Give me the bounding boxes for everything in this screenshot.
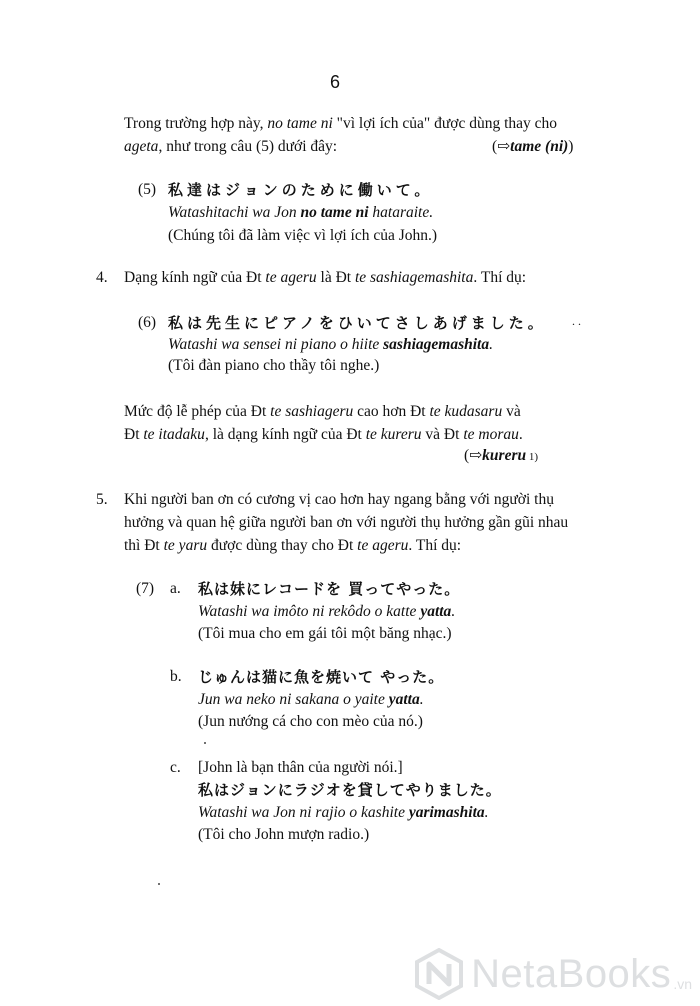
romaji-highlight: yatta (420, 603, 452, 620)
intro-line-1 (124, 114, 557, 134)
item-text: là Đt (316, 269, 355, 286)
term: te kudasaru (429, 403, 503, 420)
paren: ( (464, 447, 470, 464)
romaji-highlight: sashiagemashita (383, 336, 490, 353)
item-text: . Thí dụ: (473, 269, 527, 286)
watermark-tld: .vn (673, 976, 692, 992)
item-text: . Thí dụ: (408, 537, 462, 554)
example-7b-romaji (198, 690, 424, 710)
para-text: và Đt (421, 426, 464, 443)
ref-index: 1) (526, 451, 539, 463)
term: te kureru (365, 426, 422, 443)
cross-reference-tame-ni (492, 137, 573, 157)
item-5-line-1: Khi người ban ơn có cương vị cao hơn hay ngang bằng với người thụ (124, 491, 554, 508)
example-7a-translation: (Tôi mua cho em gái tôi một băng nhạc.) (198, 625, 452, 642)
example-7a-romaji (198, 602, 455, 622)
term: te sashiageru (270, 403, 354, 420)
romaji-text: . (489, 336, 493, 353)
romaji-text: Watashi wa imôto ni rekôdo o katte (198, 603, 421, 620)
example-7b-label: b. (170, 668, 182, 685)
para-text: , là dạng kính ngữ của Đt (204, 426, 366, 443)
ref-term: tame (ni) (510, 138, 569, 155)
arrow-right-icon: ⇨ (497, 138, 511, 155)
item-text: Dạng kính ngữ của Đt (124, 269, 266, 286)
term: te itadaku (143, 426, 205, 443)
example-6-number: (6) (138, 314, 157, 331)
example-5-translation: (Chúng tôi đã làm việc vì lợi ích của John.) (168, 227, 438, 244)
term-no-tame-ni: no tame ni (267, 115, 333, 132)
item-text: thì Đt (124, 537, 164, 554)
item-4-number: 4. (96, 269, 108, 286)
romaji-highlight: yatta (388, 691, 420, 708)
romaji-highlight: yarimashita (408, 804, 485, 821)
romaji-text: . (419, 691, 424, 708)
example-6-japanese: 私は先生にピアノをひいてさしあげました。 (168, 314, 547, 332)
intro-line-2 (124, 137, 337, 157)
term: te sashiagemashita (354, 269, 474, 286)
politeness-line-1 (124, 402, 521, 422)
example-7c-romaji (198, 803, 489, 823)
term: te yaru (163, 537, 208, 554)
example-6-romaji (168, 335, 493, 355)
example-7c-context: [John là bạn thân của người nói.] (198, 759, 403, 776)
item-text: được dùng thay cho Đt (207, 537, 358, 554)
watermark (413, 948, 692, 1000)
arrow-right-icon: ⇨ (469, 447, 483, 464)
example-7b-japanese: じゅんは猫に魚を焼いて やった。 (198, 668, 445, 686)
example-7a-label: a. (170, 580, 181, 597)
scan-speck (204, 742, 206, 744)
term: te morau (463, 426, 519, 443)
example-7c-japanese: 私はジョンにラジオを貸してやりました。 (198, 781, 502, 799)
politeness-line-2 (124, 425, 523, 445)
romaji-text: . (484, 804, 489, 821)
example-7a-japanese: 私は妹にレコードを 買ってやった。 (198, 580, 461, 598)
romaji-text: hataraite. (368, 204, 434, 221)
item-5-line-2: hưởng và quan hệ giữa người ban ơn với người thụ hưởng gần gũi nhau (124, 514, 569, 531)
para-text: và (502, 403, 521, 420)
term-ageta: ageta (124, 138, 159, 155)
romaji-text: Watashitachi wa Jon (168, 204, 301, 221)
example-7c-translation: (Tôi cho John mượn radio.) (198, 826, 370, 843)
paren: ( (492, 138, 498, 155)
watermark-text: NetaBooks (471, 951, 672, 996)
para-text: Đt (124, 426, 144, 443)
stray-marks: . . (572, 314, 581, 328)
term: te ageru (357, 537, 409, 554)
intro-text: Trong trường hợp này, (124, 115, 268, 132)
example-5-japanese: 私達はジョンのために働いて。 (168, 181, 434, 199)
para-text: . (518, 426, 523, 443)
intro-text: "vì lợi ích của" được dùng thay cho (332, 115, 558, 132)
para-text: cao hơn Đt (353, 403, 430, 420)
romaji-text: Jun wa neko ni sakana o yaite (198, 691, 389, 708)
example-5-number: (5) (138, 181, 157, 198)
ref-term: kureru (482, 447, 527, 464)
term: te ageru (265, 269, 317, 286)
cross-reference-kureru (464, 446, 538, 467)
romaji-text: Watashi wa Jon ni rajio o kashite (198, 804, 409, 821)
intro-text: , như trong câu (5) dưới đây: (158, 138, 338, 155)
page-number: 6 (330, 72, 341, 92)
para-text: Mức độ lễ phép của Đt (124, 403, 271, 420)
example-6-translation: (Tôi đàn piano cho thầy tôi nghe.) (168, 357, 380, 374)
scan-speck (158, 883, 160, 885)
netabooks-logo-icon (413, 948, 465, 1000)
example-7b-translation: (Jun nướng cá cho con mèo của nó.) (198, 713, 423, 730)
romaji-text: . (451, 603, 456, 620)
example-7-number: (7) (136, 580, 155, 597)
item-4-text (124, 268, 526, 288)
item-5-number: 5. (96, 491, 108, 508)
romaji-highlight: no tame ni (300, 204, 369, 221)
item-5-line-3 (124, 536, 461, 556)
example-7c-label: c. (170, 759, 181, 776)
paren: ) (568, 138, 574, 155)
example-5-romaji (168, 203, 433, 223)
romaji-text: Watashi wa sensei ni piano o hiite (168, 336, 384, 353)
